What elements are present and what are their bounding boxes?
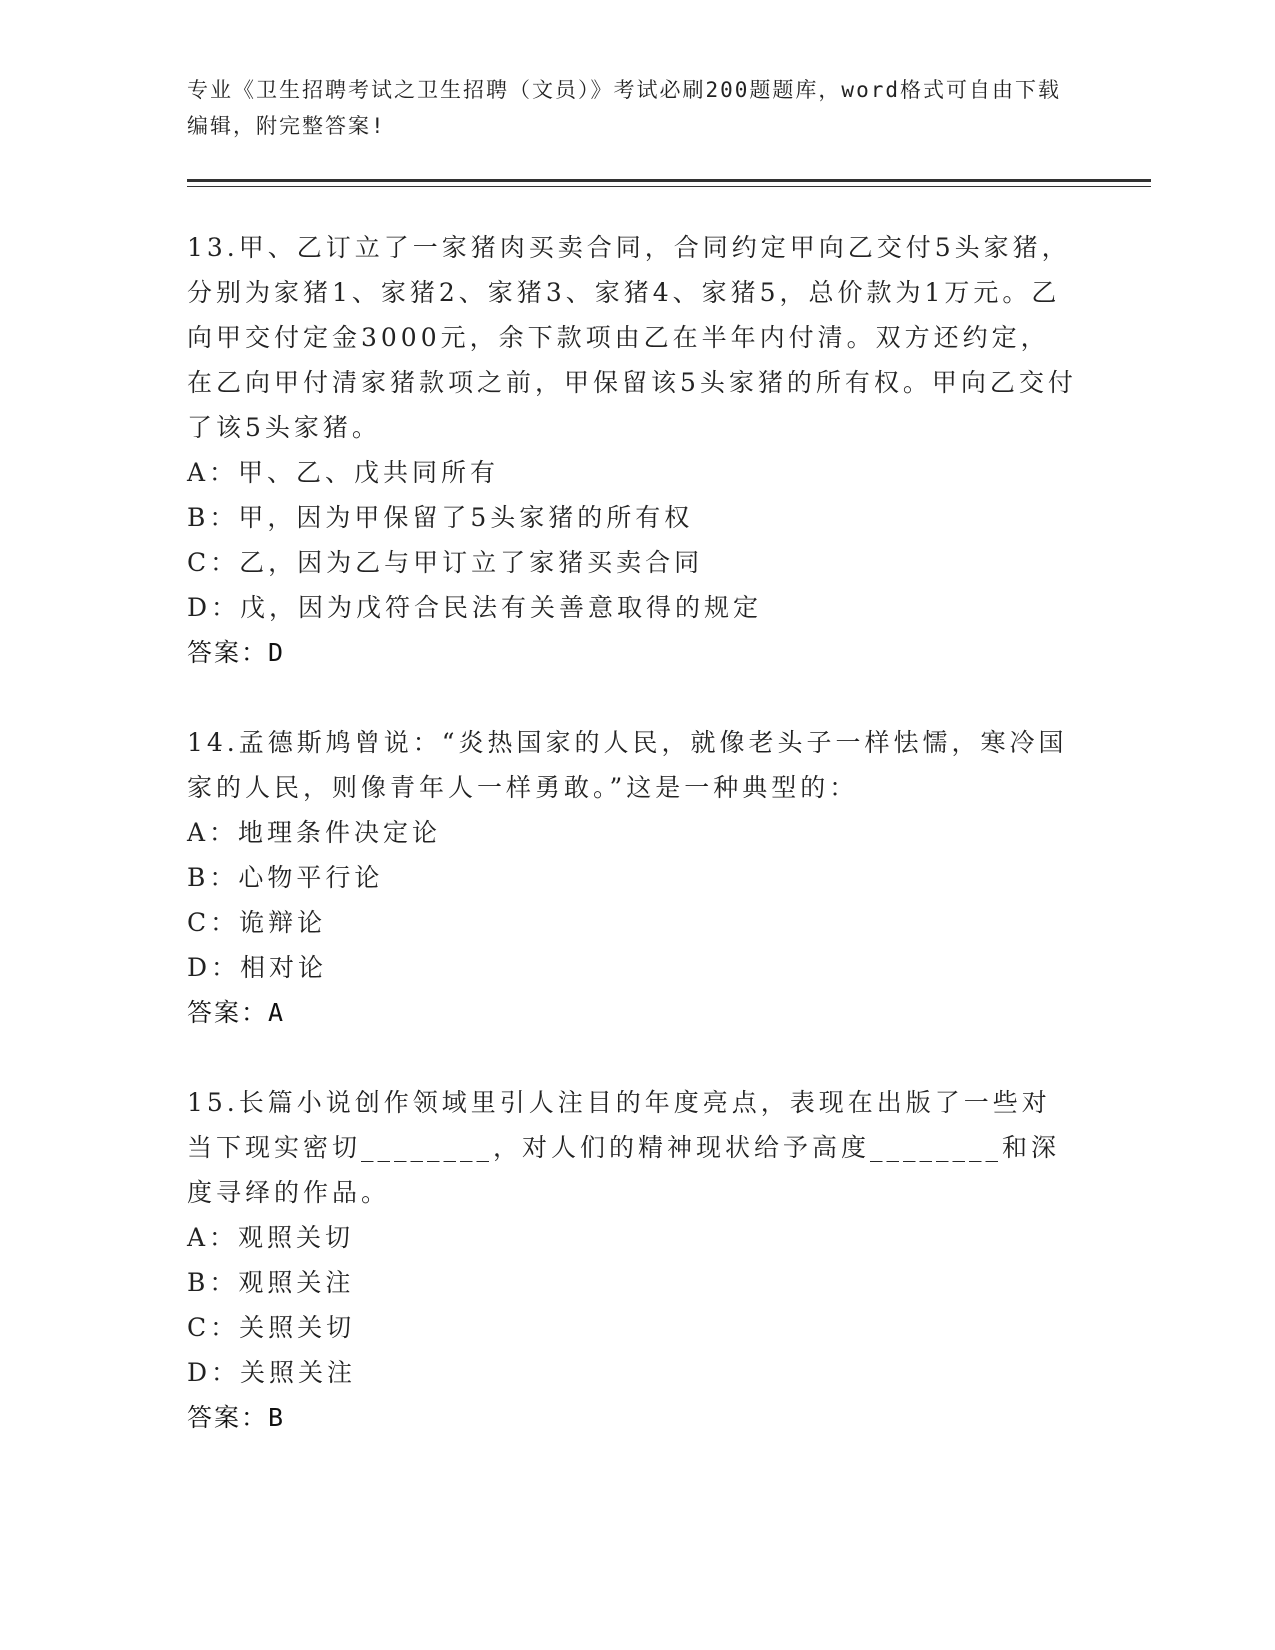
option-b: B：观照关注 xyxy=(187,1268,355,1297)
answer-label: 答案： xyxy=(187,1403,269,1432)
document-header: 专业《卫生招聘考试之卫生招聘（文员）》考试必刷200题题库，word格式可自由下载编辑，附完整答案! xyxy=(187,78,1061,138)
answer-label: 答案： xyxy=(187,998,269,1027)
question-13 xyxy=(187,225,1077,676)
answer-value: D xyxy=(268,638,286,667)
option-c: C：乙，因为乙与甲订立了家猪买卖合同 xyxy=(187,548,704,577)
question-14 xyxy=(187,720,1077,1036)
question-stem: 15.长篇小说创作领域里引人注目的年度亮点，表现在出版了一些对当下现实密切________，对人们的精神现状给予高度________和深度寻绎的作品。 xyxy=(187,1088,1061,1207)
question-15 xyxy=(187,1080,1077,1441)
option-a: A：观照关切 xyxy=(187,1223,355,1252)
answer-value: B xyxy=(268,1403,286,1432)
answer xyxy=(187,990,1077,1036)
header-divider-thin xyxy=(187,186,1151,187)
option-b: B：心物平行论 xyxy=(187,863,384,892)
option-c: C：关照关切 xyxy=(187,1313,356,1342)
header-divider-thick xyxy=(187,179,1151,182)
answer xyxy=(187,1395,1077,1441)
option-b: B：甲，因为甲保留了5头家猪的所有权 xyxy=(187,503,694,532)
question-stem: 14.孟德斯鸠曾说：“炎热国家的人民，就像老头子一样怯懦，寒冷国家的人民，则像青年人一样勇敢。”这是一种典型的： xyxy=(187,728,1068,802)
question-stem: 13.甲、乙订立了一家猪肉买卖合同，合同约定甲向乙交付5头家猪，分别为家猪1、家猪2、家猪3、家猪4、家猪5，总价款为1万元。乙向甲交付定金3000元，余下款项由乙在半年内付清。双方还约定，在乙向甲付清家猪款项之前，甲保留该5头家猪的所有权。甲向乙交付了该5头家猪。 xyxy=(187,233,1077,442)
answer-label: 答案： xyxy=(187,638,269,667)
answer xyxy=(187,630,1077,676)
option-c: C：诡辩论 xyxy=(187,908,327,937)
option-d: D：相对论 xyxy=(187,953,328,982)
answer-value: A xyxy=(268,998,286,1027)
option-d: D：戊，因为戊符合民法有关善意取得的规定 xyxy=(187,593,763,622)
option-d: D：关照关注 xyxy=(187,1358,357,1387)
option-a: A：地理条件决定论 xyxy=(187,818,442,847)
option-a: A：甲、乙、戊共同所有 xyxy=(187,458,500,487)
